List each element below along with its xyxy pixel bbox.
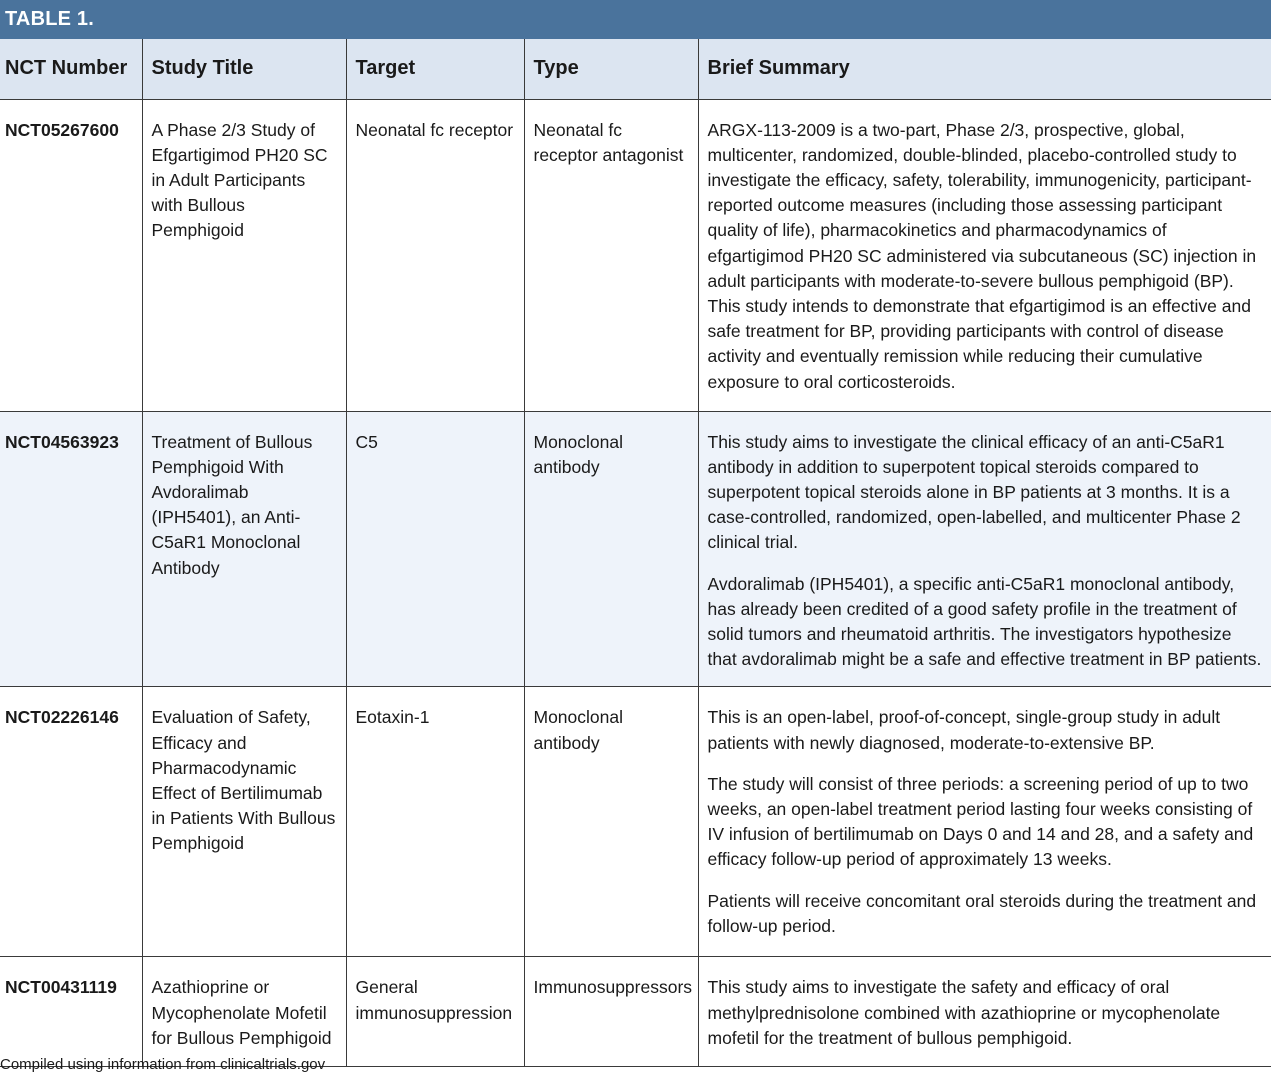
column-header-type: Type [524,39,698,99]
table-row [0,99,1271,411]
target-cell: Eotaxin-1 [346,687,524,957]
summary-paragraph: ARGX-113-2009 is a two-part, Phase 2/3, prospective, global, multicenter, randomized, double-blinded, placebo-controlled study to investigate the efficacy, safety, tolerability, immunogenicity, participant-reported outcome measures (including those assessing participant quality of life), pharmacokinetics and pharmacodynamics of efgartigimod PH20 SC administered via subcutaneous (SC) injection in adult participants with moderate-to-severe bullous pemphigoid (BP). This study intends to demonstrate that efgartigimod is an effective and safe treatment for BP, providing participants with control of disease activity and eventually remission while reducing their cumulative exposure to oral corticosteroids. [707,119,1257,392]
target-cell: Neonatal fc receptor [346,99,524,411]
brief-summary-cell [698,957,1271,1067]
type-cell: Monoclonal antibody [524,687,698,957]
table-title: TABLE 1. [0,0,1271,39]
column-header-target: Target [346,39,524,99]
nct-number-cell: NCT05267600 [0,99,142,411]
table-row [0,411,1271,687]
summary-paragraph: This is an open-label, proof-of-concept, single-group study in adult patients with newly diagnosed, moderate-to-extensive BP. [707,707,1221,753]
table-source-caption: Compiled using information from clinicaltrials.gov [0,1056,326,1073]
column-header-nct-number: NCT Number [0,39,142,99]
target-cell: C5 [346,411,524,687]
summary-paragraph: This study aims to investigate the clinical efficacy of an anti-C5aR1 antibody in addition to superpotent topical steroids compared to superpotent topical steroids alone in BP patients at 3 months. It is a case-controlled, randomized, open-labelled, and multicenter Phase 2 clinical trial. [707,431,1241,553]
nct-number-cell: NCT02226146 [0,687,142,957]
nct-number-cell: NCT00431119 [0,957,142,1067]
table-row [0,687,1271,957]
type-cell: Neonatal fc receptor antagonist [524,99,698,411]
summary-paragraph: Patients will receive concomitant oral steroids during the treatment and follow-up period. [707,890,1257,936]
summary-paragraph: The study will consist of three periods: a screening period of up to two weeks, an open-label treatment period lasting four weeks consisting of IV infusion of bertilimumab on Days 0 and 14 and 28, and a safety and efficacy follow-up period of approximately 13 weeks. [707,773,1254,870]
nct-number-cell: NCT04563923 [0,411,142,687]
clinical-trials-table [0,39,1271,1067]
study-title-cell: Azathioprine or Mycophenolate Mofetil for Bullous Pemphigoid [142,957,346,1067]
study-title-cell: Evaluation of Safety, Efficacy and Pharmacodynamic Effect of Bertilimumab in Patients With Bullous Pemphigoid [142,687,346,957]
brief-summary-cell [698,99,1271,411]
brief-summary-cell [698,411,1271,687]
study-title-cell: Treatment of Bullous Pemphigoid With Avdoralimab (IPH5401), an Anti-C5aR1 Monoclonal Antibody [142,411,346,687]
summary-paragraph: This study aims to investigate the safety and efficacy of oral methylprednisolone combined with azathioprine or mycophenolate mofetil for the treatment of bullous pemphigoid. [707,977,1221,1048]
summary-paragraph: Avdoralimab (IPH5401), a specific anti-C5aR1 monoclonal antibody, has already been credited of a good safety profile in the treatment of solid tumors and rheumatoid arthritis. The investigators hypothesize that avdoralimab might be a safe and effective treatment in BP patients. [707,573,1262,670]
target-cell: General immunosuppression [346,957,524,1067]
type-cell: Monoclonal antibody [524,411,698,687]
table-header-row [0,39,1271,99]
column-header-brief-summary: Brief Summary [698,39,1271,99]
table-row [0,957,1271,1067]
brief-summary-cell [698,687,1271,957]
column-header-study-title: Study Title [142,39,346,99]
study-title-cell: A Phase 2/3 Study of Efgartigimod PH20 SC in Adult Participants with Bullous Pemphigoid [142,99,346,411]
type-cell: Immunosuppressors [524,957,698,1067]
